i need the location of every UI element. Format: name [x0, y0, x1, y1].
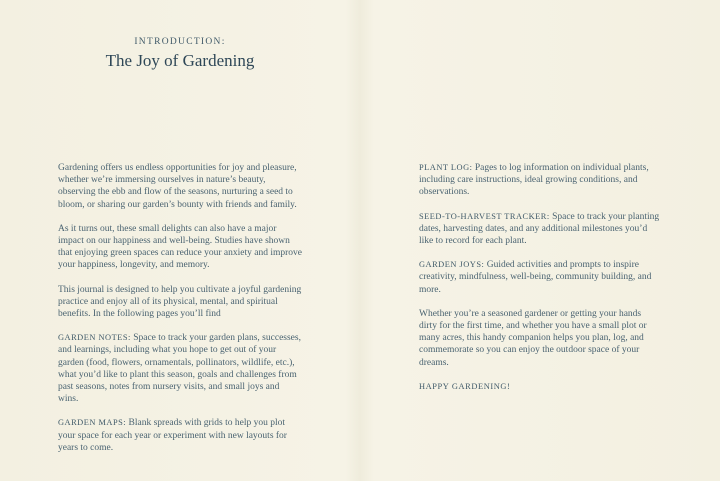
- section-garden-joys: [419, 259, 661, 296]
- section-label: PLANT LOG:: [419, 163, 473, 172]
- section-label: GARDEN MAPS:: [58, 418, 127, 428]
- section-garden-notes: [58, 332, 302, 405]
- section-text: Guided activities and prompts to inspire creativity, mindfulness, well-being, community building, and more.: [419, 260, 652, 295]
- section-label: GARDEN JOYS:: [419, 260, 485, 270]
- intro-paragraph: Gardening offers us endless opportunities for joy and pleasure, whether we’re immersing ourselves in nature’s beauty, observing the ebb and flow of the seasons, nurturing a seed to bloom, or sharing our garden’s bounty with friends and family.: [58, 163, 297, 210]
- chapter-title: The Joy of Gardening: [105, 51, 255, 70]
- left-page-column: [58, 162, 302, 466]
- section-plant-log: [419, 162, 661, 199]
- section-text: Pages to log information on individual plants, including care instructions, ideal growing conditions, and observations.: [419, 163, 649, 198]
- chapter-kicker: INTRODUCTION:: [134, 37, 226, 47]
- chapter-header: [100, 36, 260, 72]
- wellbeing-paragraph: As it turns out, these small delights can also have a major impact on our happiness and well-being. Studies have shown that enjoying green spaces can reduce your anxiety and improve your happiness, longevity, and memory.: [58, 223, 303, 271]
- section-seed-to-harvest-tracker: [419, 211, 661, 248]
- journal-purpose-paragraph: This journal is designed to help you cultivate a joyful gardening practice and enjoy all of its physical, mental, and spiritual benefits. In the following pages you’ll find: [58, 284, 302, 320]
- section-label: SEED-TO-HARVEST TRACKER:: [419, 211, 550, 221]
- section-text: Space to track your planting dates, harvesting dates, and any additional milestones you’d like to record for each plant.: [419, 211, 660, 247]
- closing-paragraph: Whether you’re a seasoned gardener or getting your hands dirty for the first time, and whether you have a small plot or many acres, this handy companion helps you plan, log, and commemorate so you can enjoy the outdoor space of your dreams.: [419, 308, 647, 368]
- section-text: Blank spreads with grids to help you plot your space for each year or experiment with new layouts for years to come.: [58, 418, 287, 453]
- section-label: GARDEN NOTES:: [58, 333, 131, 343]
- section-garden-maps: [58, 417, 302, 454]
- section-text: Space to track your garden plans, successes, and learnings, including what you hope to get out of your garden (food, flowers, ornamentals, pollinators, wildlife, etc.), what you’d like to plant this season, goals and challenges from past seasons, notes from nursery visits, and small joys and wins.: [58, 333, 301, 405]
- right-page-column: [419, 162, 661, 405]
- signoff: HAPPY GARDENING!: [419, 381, 511, 391]
